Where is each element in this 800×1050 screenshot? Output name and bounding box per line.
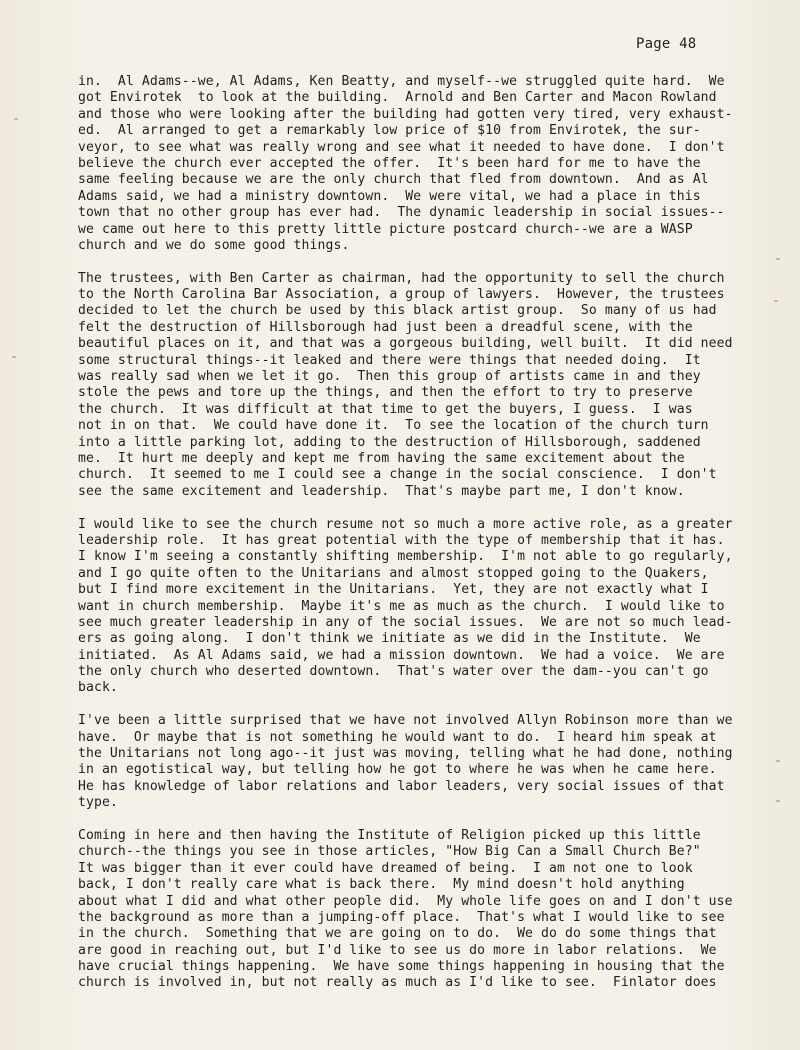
scan-speck [774,300,778,302]
text-line: the only church who deserted downtown. That's water over the dam--you can't go [78,664,709,680]
text-line: got Envirotek to look at the building. Arnold and Ben Carter and Macon Rowland [78,90,717,106]
text-line: and those who were looking after the building had gotten very tired, very exhaust- [78,106,733,122]
scan-speck [12,356,16,358]
scan-speck [776,800,780,802]
text-line: we came out here to this pretty little picture postcard church--we are a WASP [78,221,693,237]
text-line: It was bigger than it ever could have dreamed of being. I am not one to look [78,860,693,876]
text-line: Coming in here and then having the Institute of Religion picked up this little [78,827,701,843]
text-line: leadership role. It has great potential with the type of membership that it has. [78,532,725,548]
text-line: are good in reaching out, but I'd like to see us do more in labor relations. We [78,942,717,958]
text-line: He has knowledge of labor relations and labor leaders, very social issues of that [78,778,725,794]
paragraph [78,74,768,254]
text-line: same feeling because we are the only church that fled from downtown. And as Al [78,172,709,188]
text-line: not in on that. We could have done it. To see the location of the church turn [78,418,709,434]
text-line: stole the pews and tore up the things, and then the effort to try to preserve [78,385,693,401]
text-line: and I go quite often to the Unitarians and almost stopped going to the Quakers, [78,565,709,581]
text-line: church--the things you see in those articles, "How Big Can a Small Church Be?" [78,844,701,860]
text-line: beautiful places on it, and that was a gorgeous building, well built. It did need [78,336,733,352]
text-line: decided to let the church be used by this black artist group. So many of us had [78,303,717,319]
text-line: want in church membership. Maybe it's me as much as the church. I would like to [78,598,725,614]
text-line: church and we do some good things. [78,237,350,253]
text-line: see much greater leadership in any of the social issues. We are not so much lead- [78,614,733,630]
text-line: Adams said, we had a ministry downtown. We were vital, we had a place in this [78,188,701,204]
text-line: have. Or maybe that is not something he would want to do. I heard him speak at [78,729,717,745]
paragraph [78,828,768,992]
text-line: I would like to see the church resume not so much a more active role, as a greater [78,516,733,532]
text-line: about what I did and what other people did. My whole life goes on and I don't use [78,893,733,909]
text-line: The trustees, with Ben Carter as chairman, had the opportunity to sell the church [78,270,725,286]
text-line: I've been a little surprised that we have not involved Allyn Robinson more than we [78,713,733,729]
paragraph [78,517,768,697]
text-line: church. It seemed to me I could see a change in the social conscience. I don't [78,467,717,483]
scan-speck [776,258,780,260]
text-line: ed. Al arranged to get a remarkably low price of $10 from Envirotek, the sur- [78,123,701,139]
paragraph [78,713,768,811]
text-line: was really sad when we let it go. Then this group of artists came in and they [78,369,701,385]
text-line: to the North Carolina Bar Association, a group of lawyers. However, the trustees [78,287,725,303]
text-line: initiated. As Al Adams said, we had a mission downtown. We had a voice. We are [78,647,725,663]
scan-speck [14,118,18,120]
text-line: in. Al Adams--we, Al Adams, Ken Beatty, and myself--we struggled quite hard. We [78,74,725,89]
text-line: have crucial things happening. We have some things happening in housing that the [78,959,725,975]
body-text [78,74,768,1008]
scan-speck [776,760,780,762]
text-line: veyor, to see what was really wrong and see what it needed to have done. I don't [78,139,725,155]
text-line: see the same excitement and leadership. That's maybe part me, I don't know. [78,483,685,499]
text-line: town that no other group has ever had. The dynamic leadership in social issues-- [78,205,725,221]
text-line: back, I don't really care what is back there. My mind doesn't hold anything [78,877,685,893]
text-line: felt the destruction of Hillsborough had just been a dreadful scene, with the [78,319,693,335]
text-line: but I find more excitement in the Unitarians. Yet, they are not exactly what I [78,582,709,598]
text-line: the Unitarians not long ago--it just was moving, telling what he had done, nothing [78,746,733,762]
text-line: me. It hurt me deeply and kept me from having the same excitement about the [78,450,685,466]
page-number: Page 48 [636,36,697,52]
text-line: back. [78,680,118,696]
text-line: church is involved in, but not really as much as I'd like to see. Finlator does [78,975,717,991]
text-line: the church. It was difficult at that time to get the buyers, I guess. I was [78,401,693,417]
text-line: ers as going along. I don't think we initiate as we did in the Institute. We [78,631,701,647]
text-line: into a little parking lot, adding to the destruction of Hillsborough, saddened [78,434,701,450]
text-line: the background as more than a jumping-off place. That's what I would like to see [78,909,725,925]
text-line: believe the church ever accepted the offer. It's been hard for me to have the [78,155,701,171]
paragraph [78,271,768,500]
text-line: type. [78,795,118,811]
text-line: some structural things--it leaked and there were things that needed doing. It [78,352,701,368]
text-line: in the church. Something that we are going on to do. We do do some things that [78,926,717,942]
text-line: in an egotistical way, but telling how he got to where he was when he came here. [78,762,717,778]
text-line: I know I'm seeing a constantly shifting membership. I'm not able to go regularly, [78,549,733,565]
